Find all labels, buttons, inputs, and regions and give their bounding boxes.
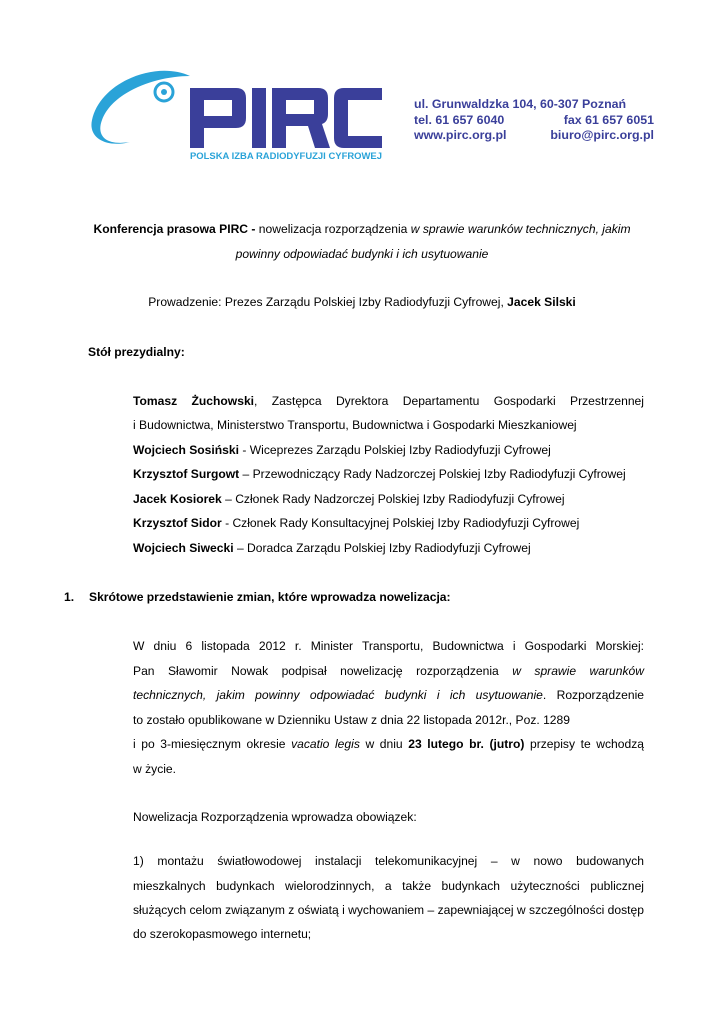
title-line-2: powinny odpowiadać budynki i ich usytuowanie	[235, 247, 489, 261]
para1-line-5	[133, 732, 644, 757]
first-member-name: Tomasz	[133, 394, 178, 408]
first-role-word-1: Zastępca	[271, 394, 322, 408]
panel-heading: Stół prezydialny:	[88, 345, 185, 359]
pirc-logo	[86, 62, 386, 162]
title-italic-1: w sprawie warunków technicznych, jakim	[410, 222, 631, 236]
fax: fax 61 657 6051	[563, 112, 654, 127]
member-role: - Wiceprezes Zarządu Polskiej Izby Radiodyfuzji Cyfrowej	[238, 443, 551, 457]
member-name: Wojciech Sosiński	[133, 443, 239, 457]
address: ul. Grunwaldzka 104, 60-307 Poznań	[414, 97, 627, 111]
panel-first-line-1	[133, 389, 644, 414]
web-email-line	[414, 128, 654, 144]
para3-line-3: służących celom związanym z oświatą i wychowaniem – zapewniającej w szczególności dostęp	[133, 903, 644, 917]
first-role-word-0: ,	[254, 394, 258, 408]
host-line	[60, 290, 664, 315]
section-heading: Skrótowe przedstawienie zmian, które wprowadza nowelizacja:	[89, 590, 451, 604]
para1-l3-italic: technicznych, jakim powinny odpowiadać budynki i ich usytuowanie	[133, 688, 543, 702]
member-role: - Członek Rady Konsultacyjnej Polskiej Izby Radiodyfuzji Cyfrowej	[221, 516, 580, 530]
panel-member	[133, 511, 579, 536]
phone-fax-line	[414, 113, 654, 129]
title-normal: nowelizacja rozporządzenia	[255, 222, 411, 236]
para1-l5-bold: 23 lutego br. (jutro)	[408, 737, 525, 751]
first-member-surname-wrap	[192, 389, 258, 414]
logo-dot-inner	[161, 89, 167, 95]
para1-l5-b: w dniu	[359, 737, 409, 751]
member-role: – Doradca Zarządu Polskiej Izby Radiodyfuzji Cyfrowej	[233, 541, 531, 555]
member-name: Jacek Kosiorek	[133, 492, 222, 506]
section-number: 1.	[64, 590, 75, 604]
first-role-word-2: Dyrektora	[335, 394, 389, 408]
para1-line-3	[133, 683, 644, 708]
para1-line-1: W dniu 6 listopada 2012 r. Minister Transportu, Budownictwa i Gospodarki Morskiej:	[133, 639, 644, 653]
para1-l2-italic: w sprawie warunków	[512, 664, 644, 678]
phone: tel. 61 657 6040	[414, 112, 505, 127]
host-name: Jacek Silski	[507, 295, 576, 309]
logo-letter-c	[334, 88, 382, 148]
panel-member	[133, 536, 531, 561]
contact-block	[414, 97, 654, 144]
title-line-1	[60, 217, 664, 242]
logo-swoosh	[91, 71, 190, 144]
para1-line-2	[133, 659, 644, 684]
panel-first-line-2: i Budownictwa, Ministerstwo Transportu, Budownictwa i Gospodarki Mieszkaniowej	[133, 418, 577, 432]
member-name: Krzysztof Sidor	[133, 516, 222, 530]
first-role-word-3: Departamentu	[402, 394, 480, 408]
para1-l5-c: przepisy te wchodzą	[524, 737, 644, 751]
para3-line-1: 1) montażu światłowodowej instalacji telekomunikacyjnej – w nowo budowanych	[133, 854, 644, 868]
logo-letter-p	[190, 88, 246, 148]
para2: Nowelizacja Rozporządzenia wprowadza obowiązek:	[133, 810, 417, 824]
para1-line-6: w życie.	[133, 762, 177, 776]
logo-letter-i	[252, 88, 266, 148]
para1-l5-a: i po 3-miesięcznym okresie	[133, 737, 292, 751]
para1-line-4: to zostało opublikowane w Dzienniku Ustaw z dnia 22 listopada 2012r., Poz. 1289	[133, 713, 570, 727]
address-line	[414, 97, 654, 113]
member-name: Wojciech Siwecki	[133, 541, 234, 555]
panel-member	[133, 438, 551, 463]
logo-letter-r	[272, 88, 330, 148]
para3-line-2: mieszkalnych budynkach wielorodzinnych, a także budynkach użyteczności publicznej	[133, 879, 644, 893]
first-member-surname: Żuchowski	[191, 394, 255, 408]
panel-member	[133, 487, 565, 512]
member-role: – Przewodniczący Rady Nadzorczej Polskiej Izby Radiodyfuzji Cyfrowej	[239, 467, 626, 481]
logo-subtitle: POLSKA IZBA RADIODYFUZJI CYFROWEJ	[190, 151, 382, 162]
first-role-word-5: Przestrzennej	[570, 394, 644, 408]
para1-l5-italic: vacatio legis	[291, 737, 360, 751]
host-text: Prowadzenie: Prezes Zarządu Polskiej Izby Radiodyfuzji Cyfrowej,	[148, 295, 508, 309]
para1-l2-normal: Pan Sławomir Nowak podpisał nowelizację rozporządzenia	[133, 664, 513, 678]
website-link[interactable]: www.pirc.org.pl	[414, 128, 507, 142]
member-name: Krzysztof Surgowt	[133, 467, 240, 481]
panel-member	[133, 462, 626, 487]
first-role-word-4: Gospodarki	[493, 394, 556, 408]
para1-l3-normal: . Rozporządzenie	[542, 688, 644, 702]
member-role: – Członek Rady Nadzorczej Polskiej Izby Radiodyfuzji Cyfrowej	[221, 492, 565, 506]
para3-line-4: do szerokopasmowego internetu;	[133, 927, 312, 941]
title-bold: Konferencja prasowa PIRC -	[93, 222, 256, 236]
email-link[interactable]: biuro@pirc.org.pl	[550, 128, 654, 142]
